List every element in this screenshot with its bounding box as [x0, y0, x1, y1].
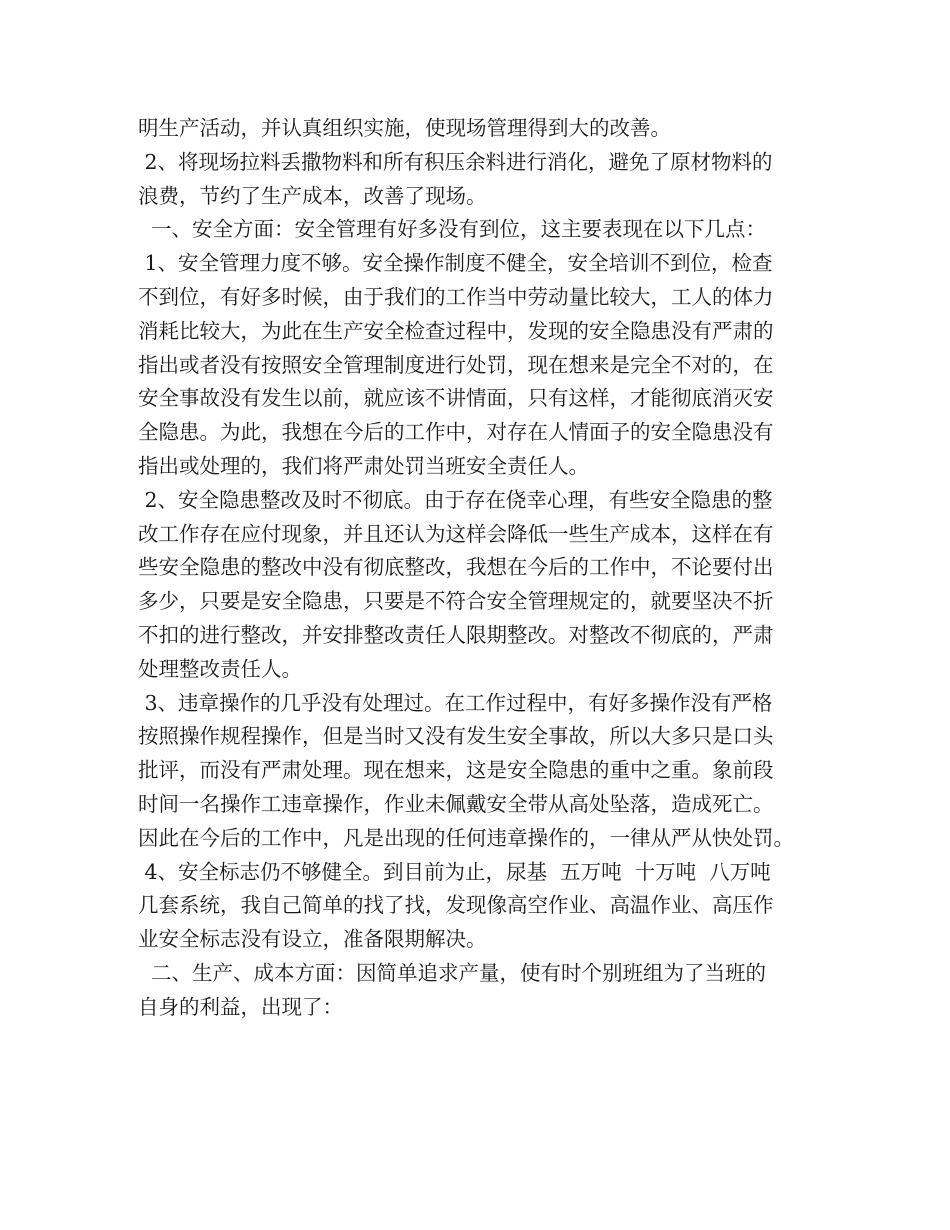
- document-body: [138, 112, 828, 1025]
- text-line: 改工作存在应付现象，并且还认为这样会降低一些生产成本，这样在有: [138, 521, 774, 546]
- text-line: 因此在今后的工作中，凡是出现的任何违章操作的，一律从严从快处罚。: [138, 825, 794, 850]
- text-line: 全隐患。为此，我想在今后的工作中，对存在人情面子的安全隐患没有: [138, 420, 774, 445]
- text-line: 处理整改责任人。: [138, 656, 302, 681]
- text-line: 二、生产、成本方面：因简单追求产量，使有时个别班组为了当班的: [138, 960, 767, 985]
- text-line: 2、安全隐患整改及时不彻底。由于存在侥幸心理，有些安全隐患的整: [138, 487, 773, 512]
- text-line: 批评，而没有严肃处理。现在想来，这是安全隐患的重中之重。象前段: [138, 758, 774, 783]
- text-line: 安全事故没有发生以前，就应该不讲情面，只有这样，才能彻底消灭安: [138, 386, 774, 411]
- text-line: 不扣的进行整改，并安排整改责任人限期整改。对整改不彻底的，严肃: [138, 622, 774, 647]
- text-line: 指出或处理的，我们将严肃处罚当班安全责任人。: [138, 453, 589, 478]
- text-line: 浪费，节约了生产成本，改善了现场。: [138, 183, 487, 208]
- text-line: 按照操作规程操作，但是当时又没有发生安全事故，所以大多只是口头: [138, 724, 774, 749]
- text-line: 一、安全方面：安全管理有好多没有到位，这主要表现在以下几点：: [138, 217, 767, 242]
- text-line: 几套系统，我自己简单的找了找，发现像高空作业、高温作业、高压作: [138, 893, 774, 918]
- text-line: 时间一名操作工违章操作，作业未佩戴安全带从高处坠落，造成死亡。: [138, 791, 774, 816]
- text-line: 4、安全标志仍不够健全。到目前为止，尿基 五万吨 十万吨 八万吨: [138, 859, 771, 884]
- text-line: 消耗比较大，为此在生产安全检查过程中，发现的安全隐患没有严肃的: [138, 318, 774, 343]
- text-line: 3、违章操作的几乎没有处理过。在工作过程中，有好多操作没有严格: [138, 690, 773, 715]
- text-line: 自身的利益，出现了：: [138, 994, 343, 1019]
- text-line: 1、安全管理力度不够。安全操作制度不健全，安全培训不到位，检查: [138, 251, 773, 276]
- text-line: 不到位，有好多时候，由于我们的工作当中劳动量比较大，工人的体力: [138, 284, 774, 309]
- text-line: 2、将现场拉料丢撒物料和所有积压余料进行消化，避免了原材物料的: [138, 149, 773, 174]
- text-line: 业安全标志没有设立，准备限期解决。: [138, 927, 487, 952]
- text-line: 明生产活动，并认真组织实施，使现场管理得到大的改善。: [138, 116, 671, 140]
- text-line: 些安全隐患的整改中没有彻底整改，我想在今后的工作中，不论要付出: [138, 555, 774, 580]
- text-line: 指出或者没有按照安全管理制度进行处罚，现在想来是完全不对的，在: [138, 352, 774, 377]
- text-line: 多少，只要是安全隐患，只要是不符合安全管理规定的，就要坚决不折: [138, 589, 774, 614]
